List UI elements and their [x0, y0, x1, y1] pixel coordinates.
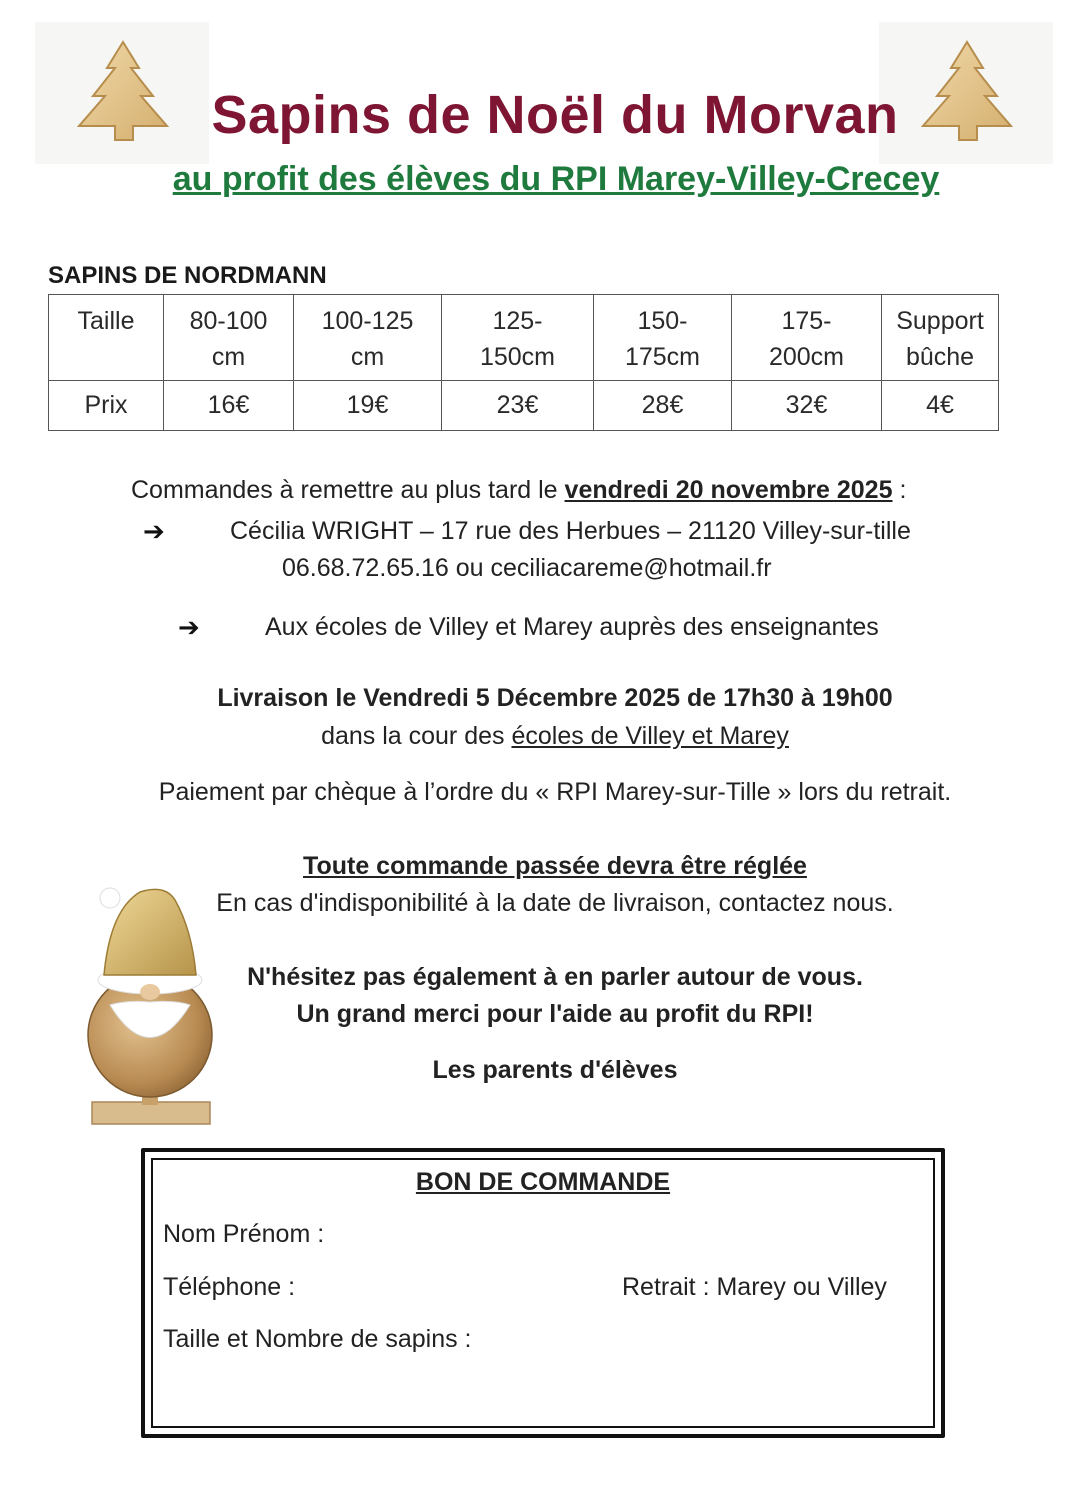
size-row — [49, 295, 999, 381]
signature: Les parents d'élèves — [432, 1056, 678, 1084]
trees-field-label: Taille et Nombre de sapins : — [163, 1325, 472, 1353]
schools-line: Aux écoles de Villey et Marey auprès des enseignantes — [265, 613, 879, 641]
price-cell: 28€ — [594, 381, 732, 431]
pickup-field-label: Retrait : Marey ou Villey — [622, 1273, 887, 1301]
order-deadline: vendredi 20 novembre 2025 — [564, 476, 893, 504]
page-title: Sapins de Noël du Morvan — [211, 85, 899, 145]
delivery-place-line: dans la cour des écoles de Villey et Marey — [321, 722, 789, 750]
price-table — [48, 294, 999, 431]
price-row — [49, 381, 999, 431]
size-cell: 80-100 cm — [164, 295, 294, 381]
size-cell: 150- 175cm — [594, 295, 732, 381]
name-field-label: Nom Prénom : — [163, 1220, 325, 1248]
arrow-right-icon: ➔ — [178, 612, 200, 642]
size-cell: 125- 150cm — [442, 295, 594, 381]
price-section-title: SAPINS DE NORDMANN — [48, 262, 327, 289]
size-cell: 175- 200cm — [732, 295, 882, 381]
must-pay-note: Toute commande passée devra être réglée — [303, 852, 807, 880]
price-cell: 23€ — [442, 381, 594, 431]
thanks-note: Un grand merci pour l'aide au profit du RPI! — [296, 1000, 814, 1028]
payment-line: Paiement par chèque à l’ordre du « RPI Marey-sur-Tille » lors du retrait. — [158, 778, 952, 806]
arrow-right-icon: ➔ — [143, 516, 165, 546]
price-cell: 32€ — [732, 381, 882, 431]
delivery-headline: Livraison le Vendredi 5 Décembre 2025 de 17h30 à 19h00 — [217, 684, 893, 712]
page-subtitle: au profit des élèves du RPI Marey-Villey-Crecey — [172, 160, 940, 198]
order-deadline-line: Commandes à remettre au plus tard le vendredi 20 novembre 2025 : — [131, 476, 907, 504]
price-row-label: Prix — [49, 381, 164, 431]
price-cell: 4€ — [882, 381, 999, 431]
size-cell: Support bûche — [882, 295, 999, 381]
price-cell: 19€ — [294, 381, 442, 431]
price-cell: 16€ — [164, 381, 294, 431]
share-note: N'hésitez pas également à en parler autour de vous. — [247, 963, 863, 991]
contact-address: Cécilia WRIGHT – 17 rue des Herbues – 21120 Villey-sur-tille — [230, 517, 911, 545]
size-cell: 100-125 cm — [294, 295, 442, 381]
order-form-title: BON DE COMMANDE — [415, 1168, 671, 1196]
unavailable-note: En cas d'indisponibilité à la date de livraison, contactez nous. — [216, 889, 894, 917]
contact-phone-email: 06.68.72.65.16 ou ceciliacareme@hotmail.fr — [282, 554, 772, 582]
gnome-figurine-image — [80, 880, 220, 1140]
delivery-place: écoles de Villey et Marey — [511, 722, 789, 750]
phone-field-label: Téléphone : — [163, 1273, 296, 1301]
size-row-label: Taille — [49, 295, 164, 381]
